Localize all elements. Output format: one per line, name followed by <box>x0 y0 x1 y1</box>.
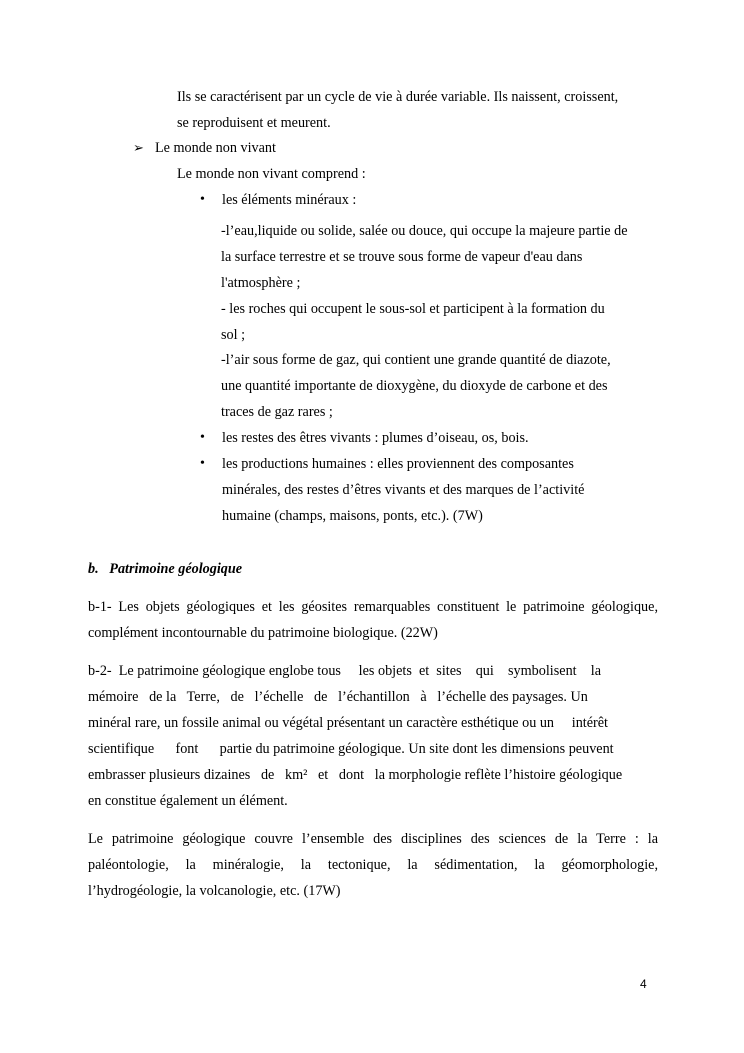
living-line-1: Ils se caractérisent par un cycle de vie à durée variable. Ils naissent, croissent, <box>177 89 619 105</box>
section-heading: b. Patrimoine géologique <box>88 561 243 577</box>
arrow-bullet-icon: ➢ <box>133 140 144 155</box>
nonliving-title: Le monde non vivant <box>155 140 276 156</box>
b2-line-5: embrasser plusieurs dizaines de km² et dont la morphologie reflète l’histoire géologique <box>88 767 623 783</box>
bullet-icon: • <box>200 456 205 471</box>
air-line-1: -l’air sous forme de gaz, qui contient une grande quantité de diazote, <box>221 352 611 368</box>
b1-line-2: complément incontournable du patrimoine biologique. (22W) <box>88 625 438 641</box>
minerals-label: les éléments minéraux : <box>222 192 357 208</box>
water-line-2: la surface terrestre et se trouve sous forme de vapeur d'eau dans <box>221 249 583 265</box>
productions-line-3: humaine (champs, maisons, ponts, etc.). (7W) <box>222 508 483 524</box>
productions-line-2: minérales, des restes d’êtres vivants et des marques de l’activité <box>222 482 585 498</box>
page-number: 4 <box>640 977 647 991</box>
b2-line-4: scientifique font partie du patrimoine géologique. Un site dont les dimensions peuvent <box>88 741 614 757</box>
water-line-3: l'atmosphère ; <box>221 275 301 291</box>
air-line-2: une quantité importante de dioxygène, du dioxyde de carbone et des <box>221 378 608 394</box>
b2-line-3: minéral rare, un fossile animal ou végétal présentant un caractère esthétique ou un intérêt <box>88 715 608 731</box>
air-line-3: traces de gaz rares ; <box>221 404 333 420</box>
b2-line-1: b-2- Le patrimoine géologique englobe tous les objets et sites qui symbolisent la <box>88 663 602 679</box>
b2-line-2: mémoire de la Terre, de l’échelle de l’échantillon à l’échelle des paysages. Un <box>88 689 588 705</box>
p3-line-1: Le patrimoine géologique couvre l’ensemble des disciplines des sciences de la Terre : la <box>88 831 658 847</box>
remains-line: les restes des êtres vivants : plumes d’oiseau, os, bois. <box>222 430 529 446</box>
bullet-icon: • <box>200 192 205 207</box>
living-line-2: se reproduisent et meurent. <box>177 115 331 131</box>
bullet-icon: • <box>200 430 205 445</box>
p3-line-2: paléontologie, la minéralogie, la tectonique, la sédimentation, la géomorphologie, <box>88 857 658 873</box>
b2-line-6: en constitue également un élément. <box>88 793 288 809</box>
productions-line-1: les productions humaines : elles proviennent des composantes <box>222 456 574 472</box>
rocks-line-2: sol ; <box>221 327 246 343</box>
rocks-line-1: - les roches qui occupent le sous-sol et participent à la formation du <box>221 301 605 317</box>
nonliving-intro: Le monde non vivant comprend : <box>177 166 366 182</box>
p3-line-3: l’hydrogéologie, la volcanologie, etc. (17W) <box>88 883 341 899</box>
b1-line-1: b-1- Les objets géologiques et les géosites remarquables constituent le patrimoine géologique, <box>88 599 658 615</box>
water-line-1: -l’eau,liquide ou solide, salée ou douce, qui occupe la majeure partie de <box>221 223 628 239</box>
